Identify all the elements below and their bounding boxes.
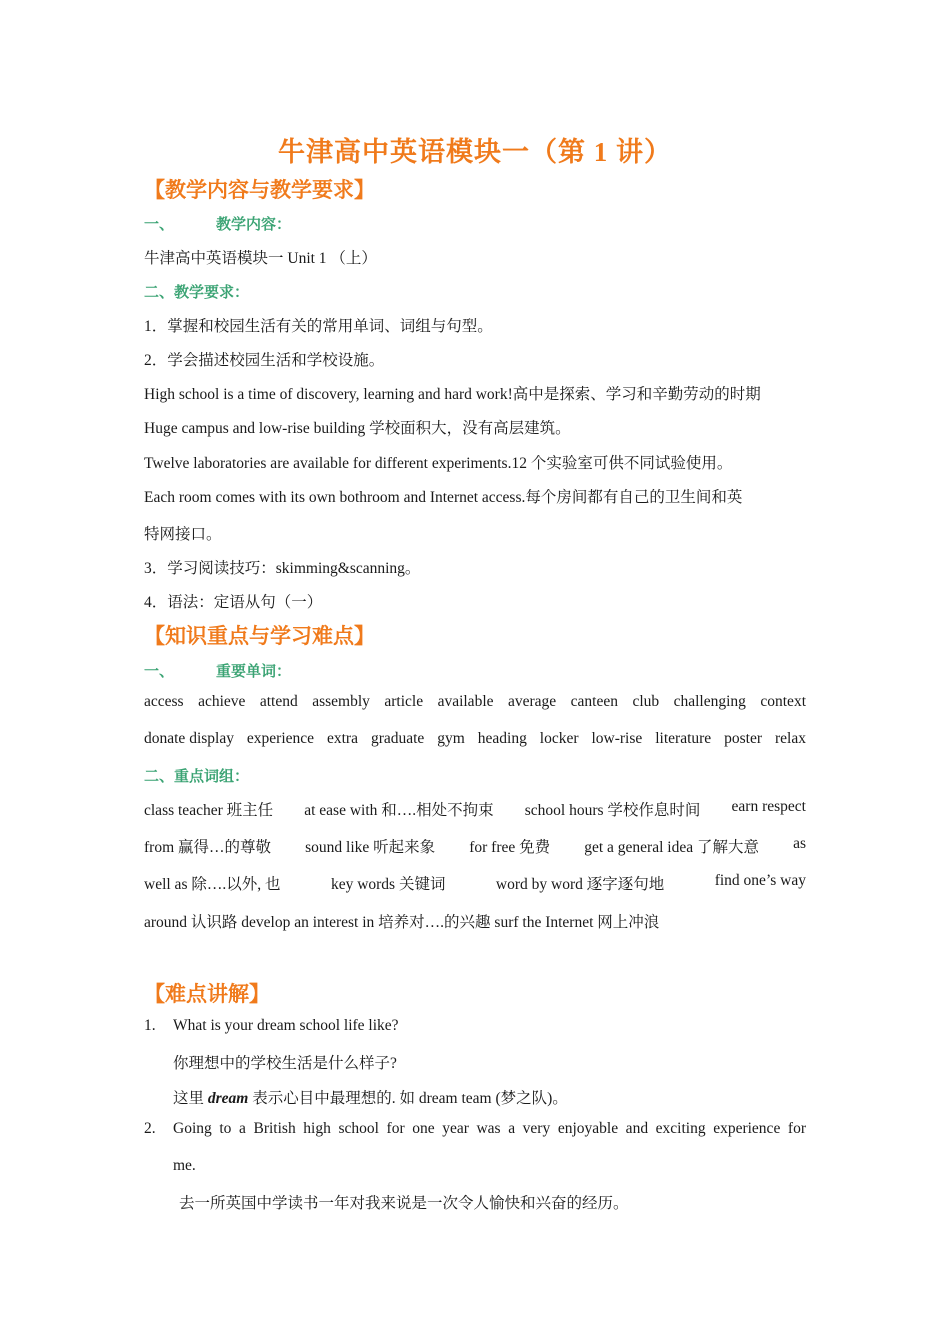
item-1-chinese: 你理想中的学校生活是什么样子?	[173, 1055, 397, 1072]
subheading-label: 教学内容：	[216, 217, 292, 233]
word-item: assembly	[312, 693, 370, 710]
item-2-english-a: Going to a British high school for one year was a very enjoyable and exciting experience for	[173, 1120, 806, 1137]
phrase-line-3	[144, 872, 806, 894]
word-item: average	[507, 693, 557, 710]
phrase-item: school hours 学校作息时间	[524, 802, 701, 819]
word-item: literature	[655, 730, 712, 747]
phrase-line-1	[144, 798, 806, 820]
word-list-line-2	[144, 730, 806, 748]
sentence-1: High school is a time of discovery, learning and hard work!高中是探索、学习和辛勤劳动的时期	[144, 386, 761, 403]
subheading-number: 一、	[144, 217, 175, 233]
sentence-2: Huge campus and low-rise building 学校面积大，没有高层建筑。	[144, 420, 571, 437]
word-item: low-rise	[591, 730, 643, 747]
requirement-2: 2．学会描述校园生活和学校设施。	[144, 352, 385, 369]
subheading-teaching-content	[144, 213, 291, 234]
item-1-english: What is your dream school life like?	[173, 1017, 399, 1034]
word-item: challenging	[673, 693, 746, 710]
phrase-item: earn respect	[731, 798, 806, 815]
section-heading-difficulties: 【难点讲解】	[144, 982, 270, 1006]
word-item: gym	[437, 730, 465, 747]
phrase-item: as	[793, 835, 806, 852]
word-item: locker	[539, 730, 579, 747]
phrase-item: sound like 听起来象	[305, 839, 436, 856]
word-item: experience	[246, 730, 315, 747]
requirement-4: 4．语法：定语从句（一）	[144, 594, 323, 611]
phrase-item: key words 关键词	[330, 876, 446, 893]
phrase-line-2	[144, 835, 806, 857]
word-list-line-1	[144, 693, 806, 711]
item-2-chinese: 去一所英国中学读书一年对我来说是一次令人愉快和兴奋的经历。	[179, 1195, 629, 1212]
subheading-label: 重要单词：	[216, 664, 292, 680]
word-item: attend	[259, 693, 298, 710]
content-line: 牛津高中英语模块一 Unit 1 （上）	[144, 250, 377, 267]
item-1-note	[173, 1086, 568, 1108]
item-number: 1.	[144, 1017, 156, 1034]
word-item: context	[760, 693, 806, 710]
word-item: access	[144, 693, 184, 710]
phrase-item: at ease with 和….相处不拘束	[304, 802, 494, 819]
word-item: graduate	[370, 730, 425, 747]
phrase-item: class teacher 班主任	[144, 802, 274, 819]
subheading-key-phrases: 二、重点词组：	[144, 769, 250, 785]
word-item: donate display	[144, 730, 234, 747]
section-heading-key-points: 【知识重点与学习难点】	[144, 624, 375, 648]
word-item: article	[384, 693, 424, 710]
word-item: heading	[477, 730, 527, 747]
word-item: club	[632, 693, 660, 710]
word-item: extra	[327, 730, 358, 747]
requirement-1: 1．掌握和校园生活有关的常用单词、词组与句型。	[144, 318, 493, 335]
sentence-4b: 特网接口。	[144, 526, 222, 543]
subheading-number: 一、	[144, 664, 175, 680]
item-2-english-b: me.	[173, 1157, 196, 1174]
note-text: 这里	[173, 1090, 208, 1107]
requirement-3: 3．学习阅读技巧：skimming&scanning。	[144, 560, 421, 577]
note-keyword: dream	[207, 1090, 249, 1107]
phrase-item: for free 免费	[469, 839, 551, 856]
phrase-item: well as 除….以外, 也	[144, 876, 281, 893]
subheading-teaching-requirements: 二、教学要求：	[144, 285, 250, 301]
word-item: poster	[724, 730, 763, 747]
phrase-line-4: around 认识路 develop an interest in 培养对….的兴趣 surf the Internet 网上冲浪	[144, 914, 660, 931]
phrase-item: find one’s way	[714, 872, 806, 889]
phrase-item: from 赢得…的尊敬	[144, 839, 272, 856]
sentence-3: Twelve laboratories are available for different experiments.12 个实验室可供不同试验使用。	[144, 455, 733, 472]
word-item: achieve	[198, 693, 246, 710]
section-heading-teaching: 【教学内容与教学要求】	[144, 178, 375, 202]
word-item: relax	[774, 730, 806, 747]
phrase-item: get a general idea 了解大意	[584, 839, 759, 856]
item-number: 2.	[144, 1120, 156, 1137]
subheading-key-words	[144, 660, 291, 681]
word-item: available	[437, 693, 494, 710]
word-item: canteen	[570, 693, 618, 710]
phrase-item: word by word 逐字逐句地	[495, 876, 665, 893]
sentence-4a: Each room comes with its own bothroom and Internet access.每个房间都有自己的卫生间和英	[144, 489, 743, 506]
note-text: 表示心目中最理想的. 如 dream team (梦之队)。	[248, 1090, 568, 1107]
page-title: 牛津高中英语模块一（第 1 讲）	[278, 137, 672, 167]
